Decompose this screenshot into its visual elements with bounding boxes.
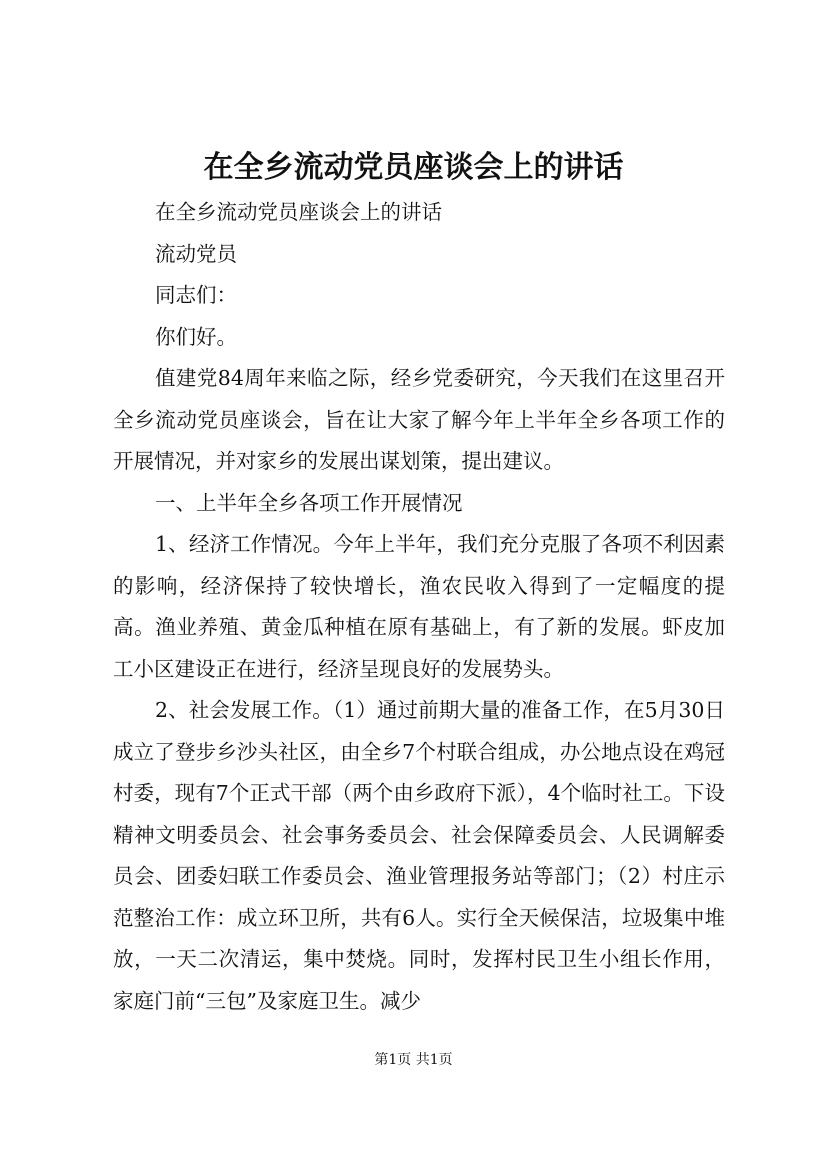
paragraph-economy: 1、经济工作情况。今年上半年，我们充分克服了各项不利因素的影响，经济保持了较快增长，渔农民收入得到了一定幅度的提高。渔业养殖、黄金瓜种植在原有基础上，有了新的发展。虾皮加工小区建设正在进行，经济呈现良好的发展势头。 [113, 532, 725, 681]
document-body [113, 192, 725, 1022]
paragraph-greeting: 你们好。 [155, 324, 238, 349]
paragraph-keyword: 流动党员 [155, 241, 238, 266]
page-number-footer: 第1页 共1页 [374, 1052, 453, 1068]
section-heading: 一、上半年全乡各项工作开展情况 [155, 490, 463, 515]
paragraph-intro: 值建党84周年来临之际，经乡党委研究，今天我们在这里召开全乡流动党员座谈会，旨在让大家了解今年上半年全乡各项工作的开展情况，并对家乡的发展出谋划策，提出建议。 [113, 366, 725, 473]
document-title: 在全乡流动党员座谈会上的讲话 [203, 150, 624, 185]
paragraph-salutation: 同志们： [155, 283, 238, 307]
paragraph-subtitle: 在全乡流动党员座谈会上的讲话 [155, 200, 443, 224]
paragraph-social-development: 2、社会发展工作。（1）通过前期大量的准备工作，在5月30日成立了登步乡沙头社区，由全乡7个村联合组成，办公地点设在鸡冠村委，现有7个正式干部（两个由乡政府下派），4个临时社工。下设精神文明委员会、社会事务委员会、社会保障委员会、人民调解委员会、团委妇联工作委员会、渔业管理报务站等部门；（2）村庄示范整治工作：成立环卫所，共有6人。实行全天候保洁，垃圾集中堆放，一天二次清运，集中焚烧。同时，发挥村民卫生小组长作用，家庭门前“三包”及家庭卫生。减少 [113, 698, 725, 1013]
